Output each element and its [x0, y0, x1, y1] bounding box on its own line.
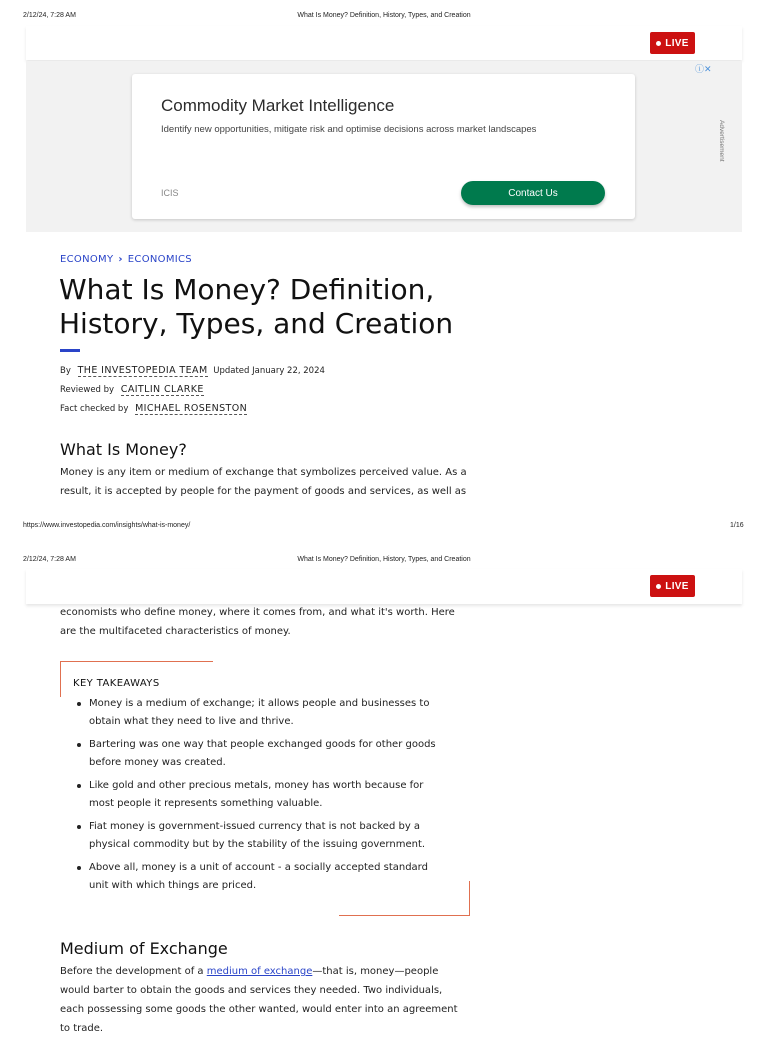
page-title: What Is Money? Definition, History, Types, and Creation [59, 273, 454, 340]
paragraph: Money is any item or medium of exchange that symbolizes perceived value. As a result, it is accepted by people for the payment of goods and services, as well as [60, 467, 467, 497]
print-url: https://www.investopedia.com/insights/what-is-money/ [23, 522, 191, 529]
chevron-right-icon: › [118, 254, 123, 265]
byline-reviewer: Reviewed by CAITLIN CLARKE [60, 384, 204, 395]
key-takeaways-border [339, 915, 470, 916]
title-accent-bar [60, 349, 80, 352]
ad-sponsor: ICIS [161, 188, 179, 198]
live-label: LIVE [665, 580, 689, 592]
key-takeaways-border [469, 881, 470, 916]
live-button[interactable] [650, 32, 695, 54]
print-datetime: 2/12/24, 7:28 AM [23, 12, 76, 19]
breadcrumb-economy[interactable]: ECONOMY [60, 254, 114, 265]
list-item: Above all, money is a unit of account - a socially accepted standard unit with which things are priced. [77, 859, 447, 895]
ad-card[interactable] [132, 74, 635, 219]
byline-author: By THE INVESTOPEDIA TEAM Updated January 22, 2024 [60, 365, 325, 376]
ad-title: Commodity Market Intelligence [161, 96, 395, 115]
author-link[interactable]: THE INVESTOPEDIA TEAM [77, 365, 208, 376]
updated-date: Updated January 22, 2024 [213, 366, 325, 376]
list-item: Money is a medium of exchange; it allows people and businesses to obtain what they need to live and thrive. [77, 695, 447, 731]
section-heading-what-is-money: What Is Money? [60, 440, 187, 459]
ad-description: Identify new opportunities, mitigate risk and optimise decisions across market landscapes [161, 124, 537, 135]
breadcrumb-economics[interactable]: ECONOMICS [127, 254, 192, 265]
list-item: Fiat money is government-issued currency that is not backed by a physical commodity but by the stability of the issuing government. [77, 818, 447, 854]
paragraph: economists who define money, where it comes from, and what it's worth. Here are the multifaceted characteristics of money. [60, 607, 455, 637]
print-doc-title: What Is Money? Definition, History, Types, and Creation [297, 12, 471, 19]
adchoices-icon[interactable]: ⓘ✕ [695, 64, 712, 74]
live-dot-icon [656, 584, 661, 589]
key-takeaways-border [60, 661, 213, 662]
print-doc-title: What Is Money? Definition, History, Types, and Creation [297, 556, 471, 563]
medium-of-exchange-link[interactable]: medium of exchange [206, 966, 313, 977]
key-takeaways-border [60, 661, 61, 697]
section-heading-medium-of-exchange: Medium of Exchange [60, 939, 228, 958]
contact-us-button[interactable]: Contact Us [461, 181, 605, 205]
key-takeaways-heading: KEY TAKEAWAYS [73, 678, 160, 689]
live-button[interactable] [650, 575, 695, 597]
factchecker-link[interactable]: MICHAEL ROSENSTON [135, 403, 248, 414]
sticky-header [26, 569, 742, 604]
sticky-header [26, 26, 742, 60]
live-label: LIVE [665, 37, 689, 49]
ad-label: Advertisement [718, 120, 725, 162]
list-item: Like gold and other precious metals, money has worth because for most people it represents something valuable. [77, 777, 447, 813]
print-page-number: 1/16 [730, 522, 744, 529]
list-item: Bartering was one way that people exchanged goods for other goods before money was created. [77, 736, 447, 772]
byline-factchecker: Fact checked by MICHAEL ROSENSTON [60, 403, 248, 414]
reviewer-link[interactable]: CAITLIN CLARKE [120, 384, 204, 395]
key-takeaways-list [77, 695, 447, 900]
paragraph: Before the development of a medium of exchange—that is, money—people would barter to obtain the goods and services they needed. Two individuals, each possessing some goods the other wanted, would enter into an agreement to trade. [60, 966, 458, 1034]
live-dot-icon [656, 41, 661, 46]
breadcrumb [60, 254, 197, 265]
print-datetime: 2/12/24, 7:28 AM [23, 556, 76, 563]
